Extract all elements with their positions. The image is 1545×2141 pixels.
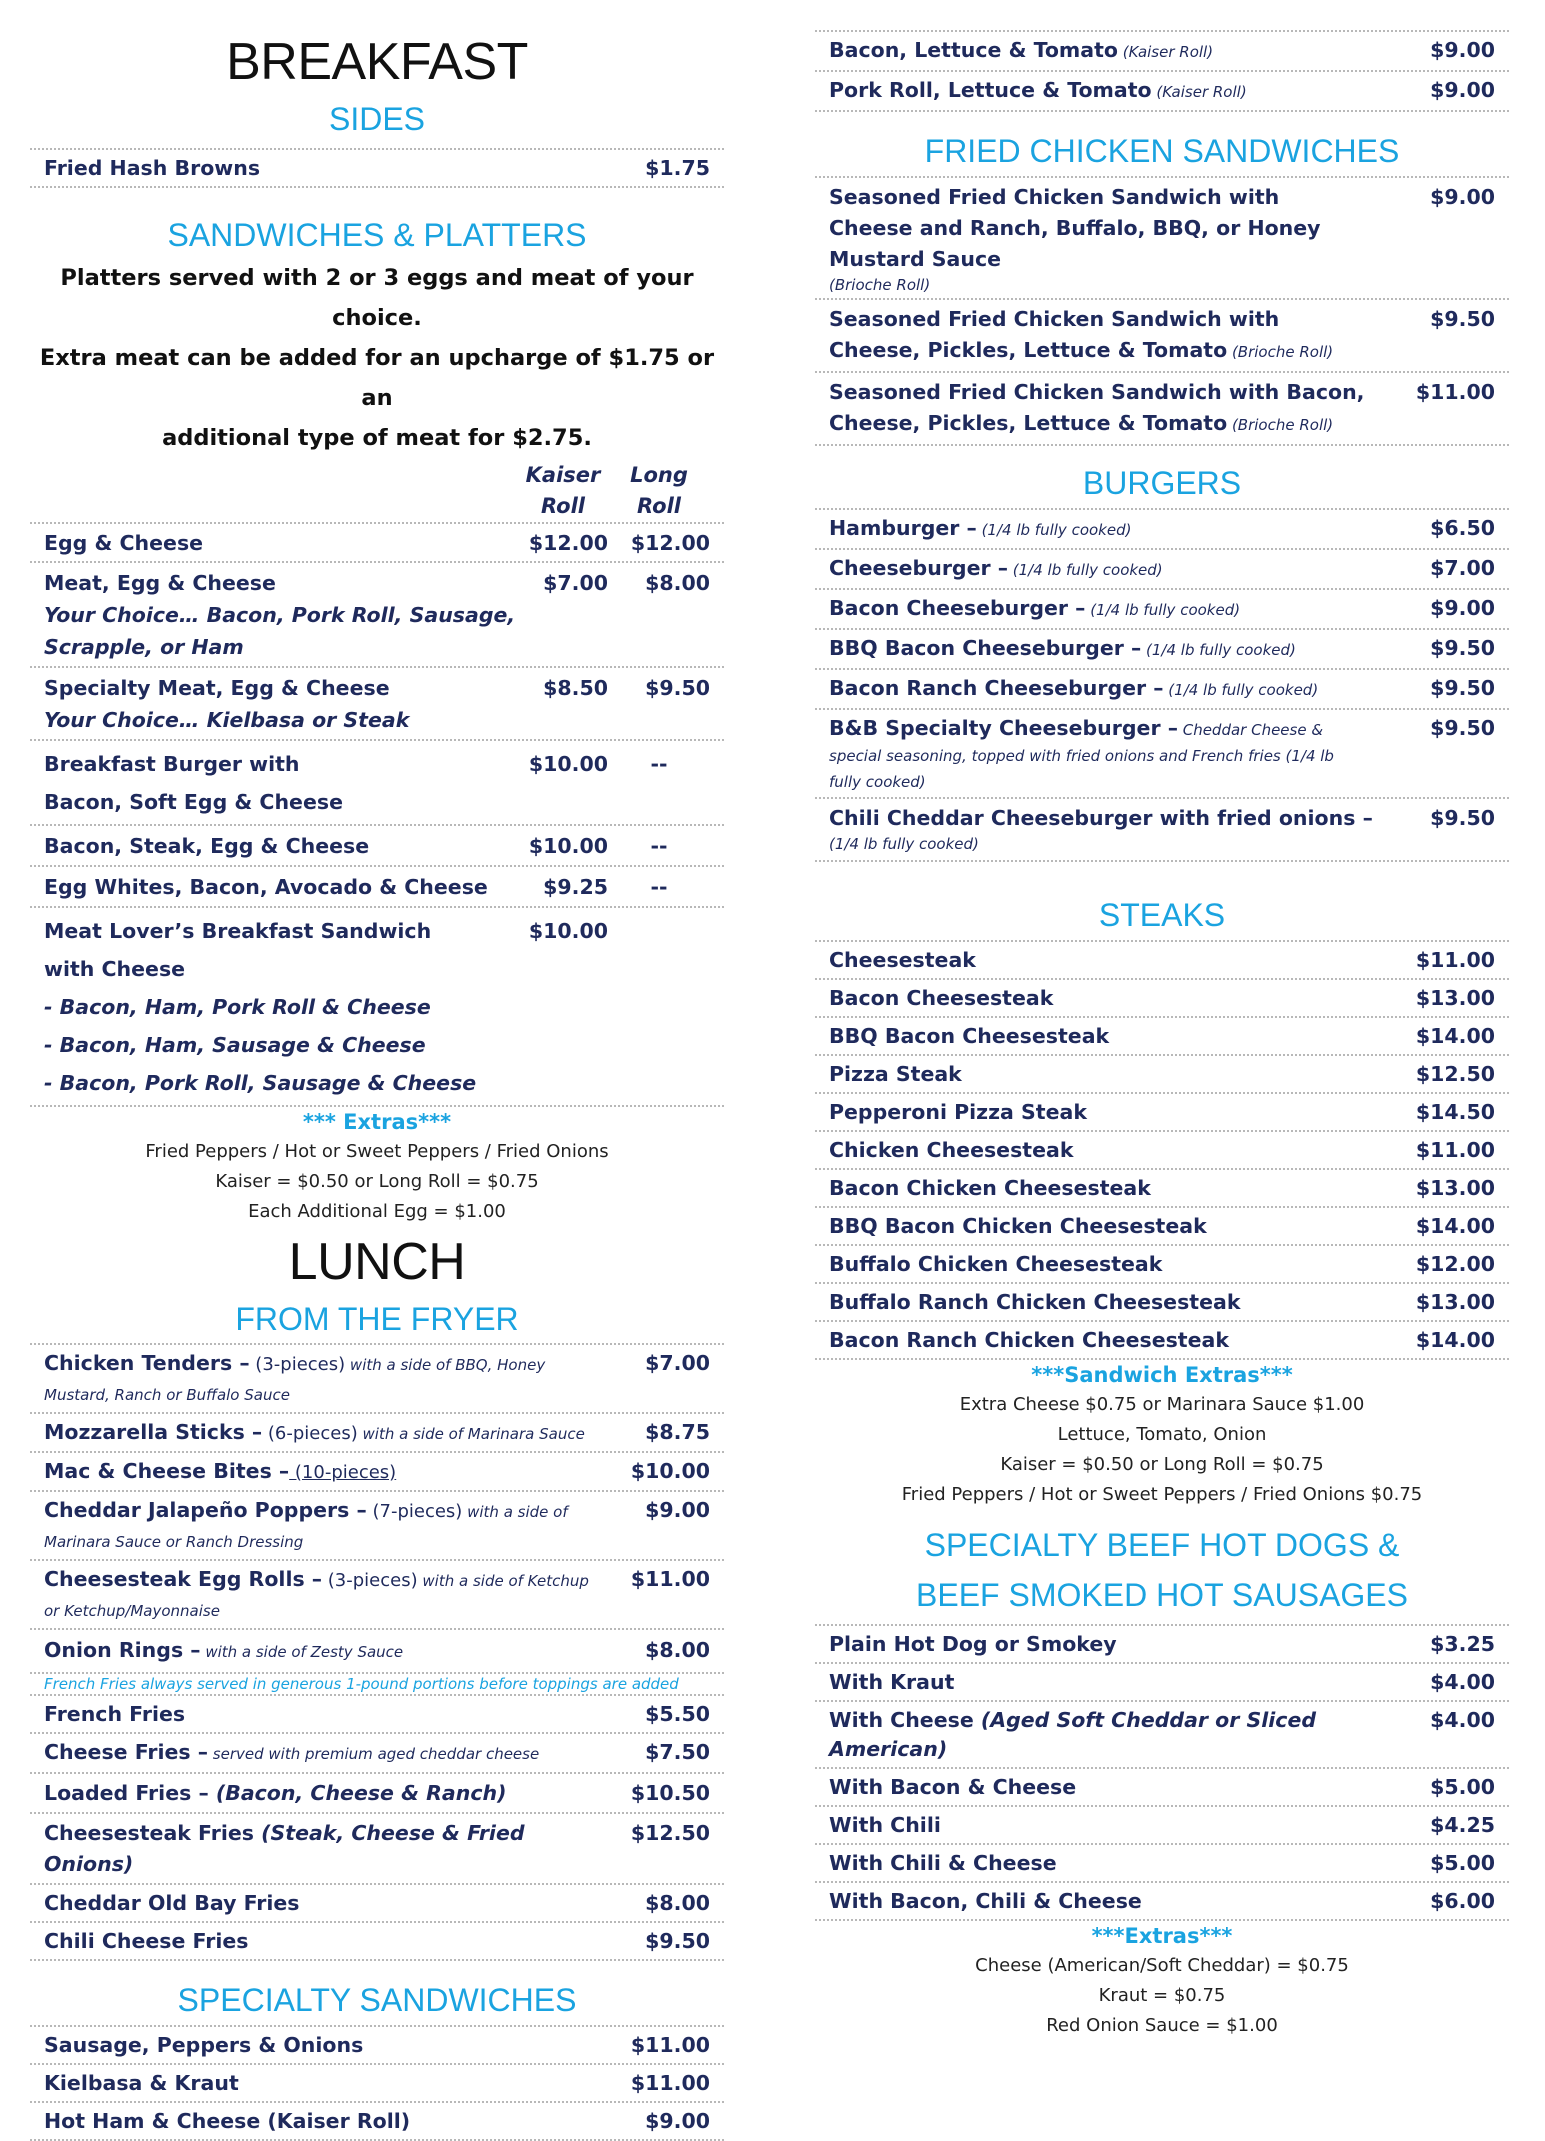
- item-price: $11.00: [1415, 1138, 1495, 1162]
- menu-item: [815, 980, 1509, 1018]
- item-name: Mac & Cheese Bites –: [44, 1459, 290, 1483]
- item-note: (Brioche Roll): [1227, 416, 1334, 434]
- item-price: $11.00: [630, 2071, 710, 2095]
- item-price: $7.50: [645, 1740, 710, 1764]
- item-desc: with a side of Marinara Sauce: [357, 1425, 585, 1443]
- steaks-list: [815, 940, 1509, 1360]
- extras-line: Fried Peppers / Hot or Sweet Peppers / Fried Onions $0.75: [901, 1484, 1423, 1505]
- item-price: $5.00: [1430, 1851, 1495, 1875]
- menu-item: [30, 1630, 724, 1674]
- sandwich-extras: [815, 1360, 1509, 1510]
- item-name: Plain Hot Dog or Smokey: [829, 1632, 1117, 1656]
- item-name: Chili Cheddar Cheeseburger with fried onions –: [829, 806, 1373, 830]
- item-name: Bacon Cheeseburger –: [829, 596, 1086, 620]
- extras-line: Fried Peppers / Hot or Sweet Peppers / Fried Onions: [145, 1141, 609, 1162]
- kaiser-price: $8.50: [543, 676, 608, 700]
- item-desc: (Steak, Cheese & Fried Onions): [44, 1821, 525, 1876]
- long-price: $8.00: [645, 571, 710, 595]
- item-price: $8.75: [645, 1420, 710, 1444]
- intro-line: additional type of meat for $2.75.: [162, 425, 592, 451]
- item-name: BBQ Bacon Cheesesteak: [829, 1024, 1110, 1048]
- menu-item: [815, 1056, 1509, 1094]
- menu-item: [815, 1322, 1509, 1360]
- platters-intro: [30, 258, 724, 458]
- item-note: (Brioche Roll): [1227, 343, 1334, 361]
- item-option: - Bacon, Pork Roll, Sausage & Cheese: [44, 1071, 477, 1095]
- menu-item: [815, 590, 1509, 630]
- steaks-title: STEAKS: [1098, 897, 1226, 933]
- item-desc: with a side of Marinara Sauce or Ranch Dressing: [44, 1503, 568, 1551]
- item-name: Bacon, Lettuce & Tomato: [829, 38, 1119, 62]
- menu-item: [815, 1018, 1509, 1056]
- item-desc: (Bacon, Cheese & Ranch): [215, 1781, 507, 1805]
- item-price: $9.50: [1430, 676, 1495, 700]
- item-name: Seasoned Fried Chicken Sandwich with Cheese, Pickles, Lettuce & Tomato: [829, 307, 1280, 362]
- menu-item: [815, 1624, 1509, 1664]
- menu-item: [30, 522, 724, 563]
- extras-line: Cheese (American/Soft Cheddar) = $0.75: [975, 1955, 1349, 1976]
- extras-line: Red Onion Sauce = $1.00: [1046, 2015, 1278, 2036]
- menu-item: [815, 1132, 1509, 1170]
- item-qty: (3-pieces): [249, 1354, 346, 1375]
- item-name: Seasoned Fried Chicken Sandwich with Bacon, Cheese, Pickles, Lettuce & Tomato: [829, 380, 1365, 435]
- menu-item: [30, 148, 724, 188]
- item-note: (Brioche Roll): [829, 276, 931, 294]
- item-price: $9.00: [1430, 78, 1495, 102]
- kaiser-price: $10.00: [528, 834, 608, 858]
- item-name: Chicken Cheesesteak: [829, 1138, 1074, 1162]
- menu-item: [30, 867, 724, 908]
- item-name: Specialty Meat, Egg & Cheese: [44, 676, 390, 700]
- hotdogs-title-line: SPECIALTY BEEF HOT DOGS &: [924, 1527, 1400, 1563]
- item-price: $5.00: [1430, 1775, 1495, 1799]
- kaiser-price: $7.00: [543, 571, 608, 595]
- item-price: $9.50: [1430, 806, 1495, 830]
- item-name: Seasoned Fried Chicken Sandwich with Cheese and Ranch, Buffalo, BBQ, or Honey Mustard Sauce: [829, 185, 1321, 271]
- item-option: - Bacon, Ham, Pork Roll & Cheese: [44, 995, 431, 1019]
- item-name: With Bacon & Cheese: [829, 1775, 1077, 1799]
- item-name: Hamburger –: [829, 516, 977, 540]
- sandwiches-title: SANDWICHES & PLATTERS: [167, 217, 587, 253]
- extras-line: Kaiser = $0.50 or Long Roll = $0.75: [1000, 1454, 1324, 1475]
- kaiser-price: $12.00: [528, 531, 608, 555]
- item-price: $5.50: [645, 1702, 710, 1726]
- item-name: Sausage, Peppers & Onions: [44, 2033, 364, 2057]
- extras-title: ***Sandwich Extras***: [1031, 1363, 1293, 1387]
- item-name: Chicken Tenders –: [44, 1351, 250, 1375]
- menu-item: [30, 826, 724, 867]
- long-header: Long Roll: [630, 463, 688, 518]
- item-name: Cheesesteak Egg Rolls –: [44, 1567, 323, 1591]
- kaiser-header: Kaiser Roll: [525, 463, 601, 518]
- item-price: $8.00: [645, 1638, 710, 1662]
- hotdogs-title-line: BEEF SMOKED HOT SAUSAGES: [916, 1577, 1408, 1613]
- extras-line: Lettuce, Tomato, Onion: [1057, 1424, 1267, 1445]
- item-name: Pepperoni Pizza Steak: [829, 1100, 1087, 1124]
- item-note: Cheddar Cheese & special seasoning, topped with fried onions and French fries (1/4 lb fully cooked): [829, 721, 1334, 791]
- extras-line: Extra Cheese $0.75 or Marinara Sauce $1.00: [959, 1394, 1365, 1415]
- item-option: - Bacon, Ham, Sausage & Cheese: [44, 1033, 426, 1057]
- menu-item: [30, 1774, 724, 1814]
- menu-item: [30, 2025, 724, 2065]
- item-desc: served with premium aged cheddar cheese: [208, 1745, 540, 1763]
- kaiser-price: $10.00: [528, 752, 608, 776]
- item-desc: with a side of Ketchup or Ketchup/Mayonnaise: [44, 1572, 589, 1620]
- item-price: $13.00: [1415, 1176, 1495, 1200]
- menu-item: [815, 1807, 1509, 1845]
- item-note: (Aged Soft Cheddar or Sliced American): [829, 1708, 1317, 1761]
- long-price: $12.00: [630, 531, 710, 555]
- roll-column-header: [30, 460, 724, 522]
- item-name: Meat, Egg & Cheese: [44, 571, 276, 595]
- item-price: $11.00: [630, 2033, 710, 2057]
- menu-item: [30, 1885, 724, 1923]
- menu-item: [815, 630, 1509, 670]
- menu-item: [30, 1343, 724, 1414]
- kaiser-price: $9.25: [543, 875, 608, 899]
- item-price: $10.50: [630, 1781, 710, 1805]
- menu-item: [30, 1814, 724, 1885]
- menu-item: [30, 2065, 724, 2103]
- menu-item: [815, 670, 1509, 710]
- kaiser-price: $10.00: [528, 919, 608, 943]
- item-name: Buffalo Ranch Chicken Cheesesteak: [829, 1290, 1241, 1314]
- menu-item: [30, 1414, 724, 1453]
- menu-item: [815, 550, 1509, 590]
- item-price: $9.00: [645, 1498, 710, 1522]
- menu-item: [815, 1883, 1509, 1921]
- item-name: Cheese Fries –: [44, 1740, 209, 1764]
- item-choice: Your Choice… Kielbasa or Steak: [44, 708, 410, 732]
- item-name: Cheddar Jalapeño Poppers –: [44, 1498, 367, 1522]
- item-choice: Your Choice… Bacon, Pork Roll, Sausage, Scrapple, or Ham: [44, 603, 516, 659]
- item-name: BBQ Bacon Chicken Cheesesteak: [829, 1214, 1207, 1238]
- item-price: $9.50: [1430, 636, 1495, 660]
- item-name: Egg & Cheese: [44, 531, 204, 555]
- item-price: $9.50: [1430, 307, 1495, 331]
- item-note: (1/4 lb fully cooked): [829, 835, 979, 853]
- menu-item: [30, 1923, 724, 1961]
- item-price: $12.50: [1415, 1062, 1495, 1086]
- item-price: $6.50: [1430, 516, 1495, 540]
- item-name: With Chili & Cheese: [829, 1851, 1057, 1875]
- item-name: With Bacon, Chili & Cheese: [829, 1889, 1142, 1913]
- item-name: Loaded Fries –: [44, 1781, 216, 1805]
- long-price: --: [650, 834, 668, 858]
- intro-line: Platters served with 2 or 3 eggs and meat of your choice.: [60, 265, 694, 331]
- menu-item: [30, 1453, 724, 1492]
- item-qty: (10-pieces): [289, 1462, 397, 1483]
- menu-item: [815, 300, 1509, 373]
- hotdog-extras: [815, 1921, 1509, 2041]
- item-price: $9.00: [645, 2109, 710, 2133]
- burgers-title: BURGERS: [1082, 465, 1242, 501]
- item-name: Pork Roll, Lettuce & Tomato: [829, 78, 1152, 102]
- menu-item: [815, 940, 1509, 980]
- item-price: $12.50: [630, 1821, 710, 1845]
- breakfast-title: BREAKFAST: [226, 33, 528, 91]
- hotdogs-title: [815, 1520, 1509, 1620]
- item-price: $7.00: [645, 1351, 710, 1375]
- item-name: Fried Hash Browns: [44, 156, 261, 180]
- item-name-cont: Bacon, Soft Egg & Cheese: [44, 790, 343, 814]
- item-qty: (6-pieces): [262, 1423, 358, 1444]
- item-price: $3.25: [1430, 1632, 1495, 1656]
- item-qty: (3-pieces): [322, 1570, 418, 1591]
- item-desc: with a side of BBQ, Honey Mustard, Ranch or Buffalo Sauce: [44, 1356, 546, 1404]
- item-name: French Fries: [44, 1702, 186, 1726]
- item-price: $1.75: [645, 156, 710, 180]
- menu-item: [815, 1769, 1509, 1807]
- item-price: $9.00: [1430, 596, 1495, 620]
- extras-line: Kraut = $0.75: [1098, 1985, 1226, 2006]
- item-name: Bacon Ranch Chicken Cheesesteak: [829, 1328, 1229, 1352]
- item-name: B&B Specialty Cheeseburger –: [829, 716, 1178, 740]
- item-price: $4.00: [1430, 1670, 1495, 1694]
- item-note: (Kaiser Roll): [1151, 83, 1247, 101]
- item-name: Cheddar Old Bay Fries: [44, 1891, 300, 1915]
- item-price: $9.00: [1430, 38, 1495, 62]
- menu-item: [815, 1208, 1509, 1246]
- item-qty: (7-pieces): [366, 1501, 463, 1522]
- item-name: Kielbasa & Kraut: [44, 2071, 239, 2095]
- item-price: $14.00: [1415, 1024, 1495, 1048]
- item-name-cont: with Cheese: [44, 957, 186, 981]
- extras-title: *** Extras***: [302, 1110, 452, 1134]
- menu-item: [30, 2103, 724, 2141]
- menu-item: [30, 563, 724, 668]
- item-price: $4.25: [1430, 1813, 1495, 1837]
- long-price: --: [650, 875, 668, 899]
- item-price: $11.00: [1415, 380, 1495, 404]
- item-name: Bacon, Steak, Egg & Cheese: [44, 834, 370, 858]
- item-price: $13.00: [1415, 1290, 1495, 1314]
- item-note: (Kaiser Roll): [1118, 43, 1214, 61]
- extras-title: ***Extras***: [1091, 1924, 1233, 1948]
- item-name: Onion Rings –: [44, 1638, 201, 1662]
- specialty-title: SPECIALTY SANDWICHES: [177, 1982, 577, 2018]
- extras-line: Each Additional Egg = $1.00: [248, 1201, 506, 1222]
- sides-title: SIDES: [328, 101, 426, 137]
- menu-item: [815, 1094, 1509, 1132]
- item-price: $4.00: [1430, 1708, 1495, 1732]
- fried-chicken-title: FRIED CHICKEN SANDWICHES: [924, 133, 1400, 169]
- menu-item: [815, 1246, 1509, 1284]
- long-price: [608, 912, 710, 1102]
- item-name: With Cheese: [829, 1708, 981, 1732]
- item-price: $14.00: [1415, 1328, 1495, 1352]
- item-name: Hot Ham & Cheese (Kaiser Roll): [44, 2109, 411, 2133]
- item-name: Egg Whites, Bacon, Avocado & Cheese: [44, 875, 488, 899]
- menu-item: [815, 799, 1509, 862]
- menu-item: [30, 908, 724, 1107]
- item-name: Cheesesteak: [829, 948, 976, 972]
- item-name: Pizza Steak: [829, 1062, 962, 1086]
- item-price: $14.00: [1415, 1214, 1495, 1238]
- item-price: $6.00: [1430, 1889, 1495, 1913]
- extras-line: Kaiser = $0.50 or Long Roll = $0.75: [215, 1171, 539, 1192]
- item-name: Bacon Chicken Cheesesteak: [829, 1176, 1151, 1200]
- item-name: Cheesesteak Fries: [44, 1821, 262, 1845]
- menu-item: [815, 72, 1509, 112]
- item-note: (1/4 lb fully cooked): [976, 521, 1132, 539]
- item-price: $14.50: [1415, 1100, 1495, 1124]
- item-price: $9.50: [645, 1929, 710, 1953]
- menu-item: [815, 1845, 1509, 1883]
- fryer-title: FROM THE FRYER: [235, 1301, 519, 1337]
- item-name: With Chili: [829, 1813, 941, 1837]
- item-name: Chili Cheese Fries: [44, 1929, 249, 1953]
- lunch-title: LUNCH: [288, 1233, 466, 1291]
- menu-item: [815, 1702, 1509, 1769]
- right-column: [815, 0, 1509, 2041]
- long-price: --: [650, 752, 668, 776]
- menu-item: [30, 668, 724, 741]
- item-note: (1/4 lb fully cooked): [1008, 561, 1163, 579]
- menu-item: [30, 1696, 724, 1734]
- item-name: Cheeseburger –: [829, 556, 1009, 580]
- item-price: $12.00: [1415, 1252, 1495, 1276]
- menu-item: [30, 1734, 724, 1774]
- item-name: Meat Lover’s Breakfast Sandwich: [44, 919, 432, 943]
- intro-line: Extra meat can be added for an upcharge of $1.75 or an: [39, 345, 715, 411]
- item-note: (1/4 lb fully cooked): [1163, 681, 1319, 699]
- item-note: (1/4 lb fully cooked): [1141, 641, 1296, 659]
- menu-item: [815, 30, 1509, 72]
- item-price: $7.00: [1430, 556, 1495, 580]
- menu-item: [815, 373, 1509, 446]
- menu-item: [30, 1492, 724, 1561]
- item-price: $10.00: [630, 1459, 710, 1483]
- fries-note: French Fries always served in generous 1-pound portions before toppings are added: [30, 1674, 724, 1696]
- item-name: With Kraut: [829, 1670, 955, 1694]
- menu-item: [815, 176, 1509, 300]
- item-price: $11.00: [630, 1567, 710, 1591]
- item-price: $9.50: [1430, 716, 1495, 740]
- item-name: Mozzarella Sticks –: [44, 1420, 263, 1444]
- menu-item: [30, 741, 724, 826]
- menu-item: [815, 508, 1509, 550]
- breakfast-extras: [30, 1107, 724, 1227]
- item-name: Bacon Ranch Cheeseburger –: [829, 676, 1164, 700]
- item-name: Bacon Cheesesteak: [829, 986, 1054, 1010]
- menu-item: [815, 1664, 1509, 1702]
- item-name: Buffalo Chicken Cheesesteak: [829, 1252, 1163, 1276]
- left-column: [30, 0, 724, 2141]
- menu-item: [815, 1170, 1509, 1208]
- item-note: (1/4 lb fully cooked): [1085, 601, 1241, 619]
- item-desc: with a side of Zesty Sauce: [200, 1643, 404, 1661]
- long-price: $9.50: [645, 676, 710, 700]
- menu-item: [30, 1561, 724, 1630]
- menu-item: [815, 710, 1509, 799]
- item-price: $13.00: [1415, 986, 1495, 1010]
- item-name: BBQ Bacon Cheeseburger –: [829, 636, 1142, 660]
- item-price: $8.00: [645, 1891, 710, 1915]
- item-price: $9.00: [1430, 185, 1495, 209]
- menu-item: [815, 1284, 1509, 1322]
- item-price: $11.00: [1415, 948, 1495, 972]
- item-name: Breakfast Burger with: [44, 752, 300, 776]
